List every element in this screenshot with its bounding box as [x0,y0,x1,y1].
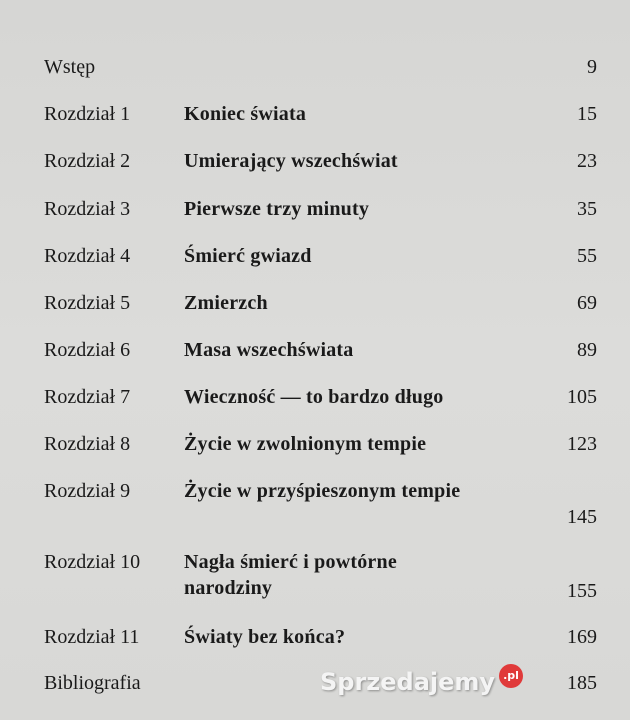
entry-title: Pierwsze trzy minuty [184,198,370,220]
entry-title: Umierający wszechświat [184,150,398,172]
toc-entry [0,670,630,696]
toc-entry [0,243,630,269]
entry-page: 185 [567,672,597,694]
toc-entry [0,624,630,650]
entry-title: Koniec świata [184,103,307,125]
entry-page: 105 [567,386,597,408]
entry-title: Życie w zwolnionym tempie [184,433,427,455]
entry-page: 15 [577,103,597,125]
entry-label: Rozdział 1 [44,103,131,125]
toc-entry [0,337,630,363]
toc-entry [0,196,630,222]
entry-title: Śmierć gwiazd [184,245,312,267]
toc-entry [0,101,630,127]
entry-title: Wieczność — to bardzo długo [184,386,444,408]
entry-label: Rozdział 5 [44,292,131,314]
entry-page: 9 [587,56,597,78]
entry-page: 23 [577,150,597,172]
entry-label: Rozdział 8 [44,433,131,455]
toc-entry [0,478,630,528]
entry-page: 35 [577,198,597,220]
entry-page: 145 [567,506,597,528]
watermark-badge: .pl [499,664,523,688]
entry-title: Światy bez końca? [184,626,346,648]
entry-page: 69 [577,292,597,314]
toc-entry [0,148,630,174]
entry-page: 89 [577,339,597,361]
entry-page: 155 [567,580,597,602]
watermark-logo: Sprzedajemy [320,668,496,696]
entry-title: Życie w przyśpieszonym tempie [184,480,461,502]
entry-page: 123 [567,433,597,455]
entry-page: 169 [567,626,597,648]
toc-entry [0,290,630,316]
entry-title: Zmierzch [184,292,268,314]
entry-label: Bibliografia [44,672,141,694]
toc-entry [0,549,630,602]
toc-entry [0,384,630,410]
entry-label: Rozdział 2 [44,150,131,172]
toc-entry [0,431,630,457]
entry-title: Nagła śmierć i powtórne narodziny [184,551,397,599]
entry-label: Wstęp [44,56,96,78]
entry-label: Rozdział 3 [44,198,131,220]
entry-title: Masa wszechświata [184,339,354,361]
entry-page: 55 [577,245,597,267]
entry-label: Rozdział 7 [44,386,131,408]
entry-label: Rozdział 9 [44,480,131,502]
entry-label: Rozdział 10 [44,551,141,573]
entry-label: Rozdział 6 [44,339,131,361]
entry-label: Rozdział 4 [44,245,131,267]
toc-entry [0,54,630,80]
entry-label: Rozdział 11 [44,626,140,648]
